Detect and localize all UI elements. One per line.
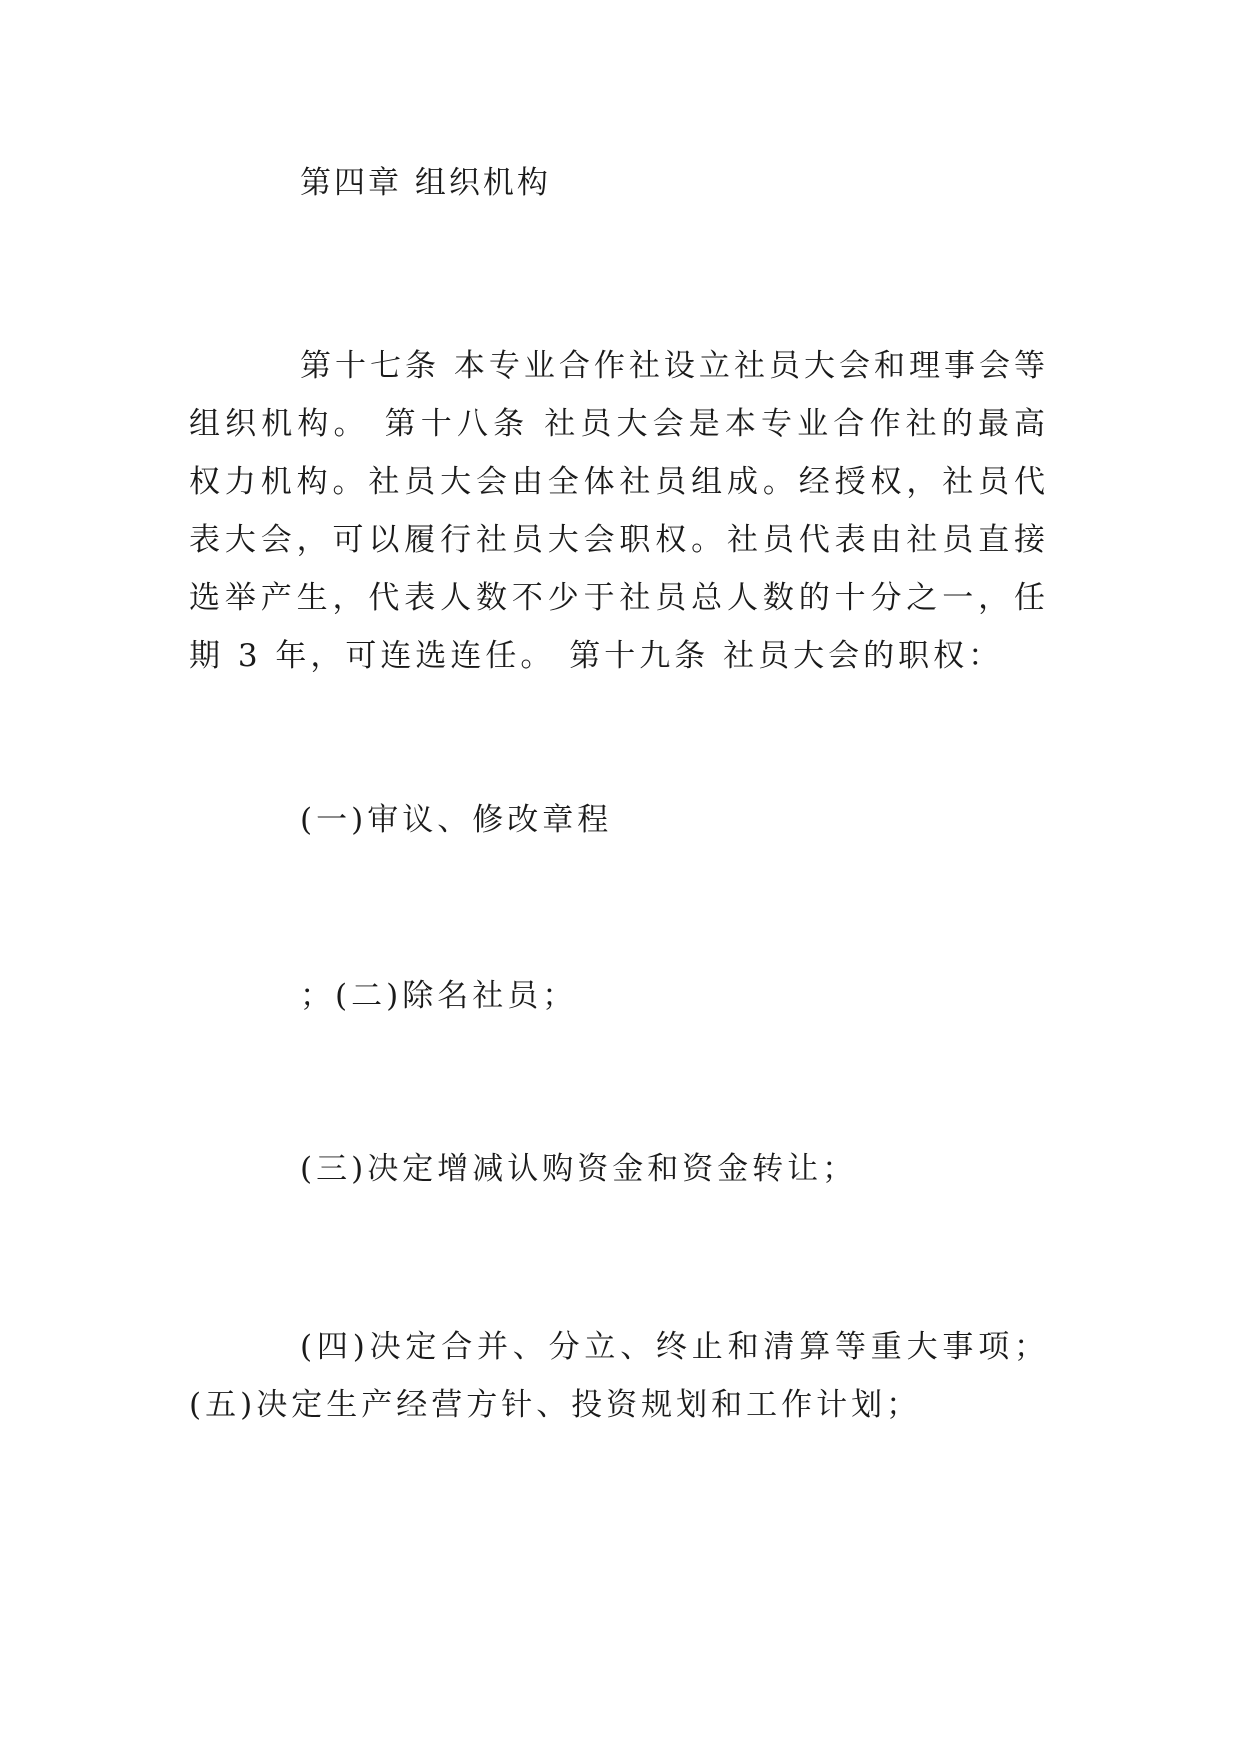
list-item: ；(二)除名社员； <box>300 978 578 1014</box>
article-paragraph: 第十七条 本专业合作社设立社员大会和理事会等组织机构。 第十八条 社员大会是本专业合作社的最高权力机构。社员大会由全体社员组成。经授权，社员代表大会，可以履行社员大会职权。社员代表由社员直接选举产生，代表人数不少于社员总人数的十分之一，任期 3 年，可连选连任。 第十九条 社员大会的职权： <box>189 348 1049 674</box>
article-paragraph: (四)决定合并、分立、终止和清算等重大事项；(五)决定生产经营方针、投资规划和工作计划； <box>189 1329 1049 1423</box>
chapter-heading: 第四章 组织机构 <box>300 165 551 201</box>
list-item: (三)决定增减认购资金和资金转让； <box>300 1151 858 1187</box>
list-item: (一)审议、修改章程 <box>300 802 613 838</box>
